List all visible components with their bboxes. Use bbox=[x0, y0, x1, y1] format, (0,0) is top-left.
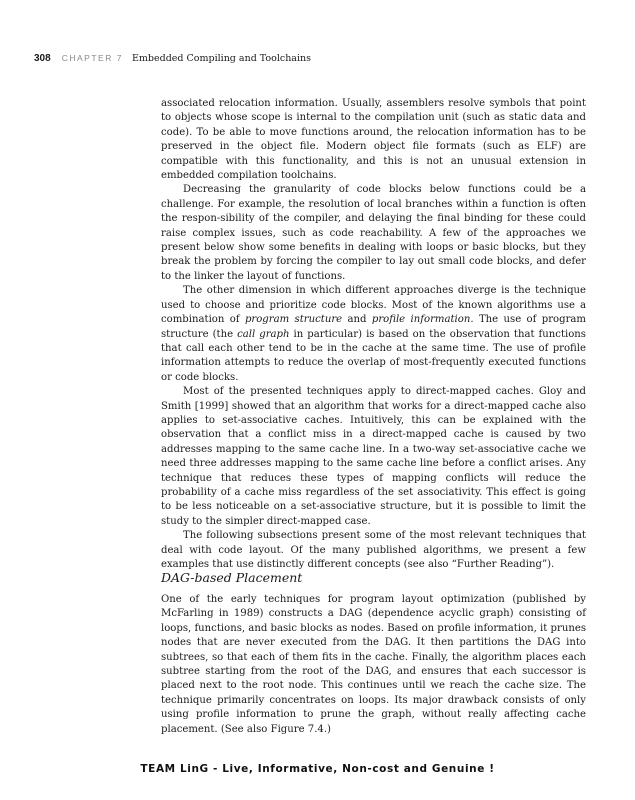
chapter-title: Embedded Compiling and Toolchains bbox=[131, 53, 312, 64]
section-body bbox=[161, 593, 586, 737]
emphasis-program-structure: program structure bbox=[244, 314, 343, 326]
text-run: in particular) is based on the observation that functions that call each other tend to be in the cache at the same time. The use of profile information attempts to reduce the overlap of most-frequently executed functions or code blocks. bbox=[161, 328, 586, 383]
paragraph: associated relocation information. Usually, assemblers resolve symbols that point to objects whose scope is internal to the compilation unit (such as static data and code). To be able to move functions around, the relocation information has to be preserved in the object file. Modern object file formats (such as ELF) are compatible with this functionality, and this is not an unusual extension in embedded compilation toolchains. bbox=[161, 98, 586, 182]
paragraph: Decreasing the granularity of code blocks below functions could be a challenge. For example, the resolution of local branches within a function is often the respon-sibility of the compiler, and delaying the final binding for these could raise complex issues, such as code reachability. A few of the approaches we present below show some benefits in dealing with loops or basic blocks, but they break the problem by forcing the compiler to lay out small code blocks, and defer to the linker the layout of functions. bbox=[161, 184, 586, 282]
emphasis-call-graph: call graph bbox=[237, 328, 290, 340]
running-head bbox=[34, 52, 594, 65]
text-run: The other dimension in which different approaches diverge is the technique used to choose and prioritize code blocks. Most of the known algorithms use a combination of bbox=[161, 285, 586, 326]
section-heading: DAG-based Placement bbox=[161, 570, 303, 585]
paragraph: The following subsections present some of the most relevant techniques that deal with code layout. Of the many published algorithms, we present a few examples that use distinctly different concepts (see also “Further Reading”). bbox=[161, 530, 586, 570]
paragraph: One of the early techniques for program layout optimization (published by McFarling in 1989) constructs a DAG (dependence acyclic graph) consisting of loops, functions, and basic blocks as nodes. Based on profile information, it prunes nodes that are never executed from the DAG. It then partitions the DAG into subtrees, so that each of them fits in the cache. Finally, the algorithm places each subtree starting from the root of the DAG, and ensures that each successor is placed next to the root node. This continues until we reach the cache size. The technique primarily concentrates on loops. Its major drawback consists of only using profile information to prune the graph, without really affecting cache placement. (See also Figure 7.4.) bbox=[161, 594, 586, 735]
page-number: 308 bbox=[34, 53, 51, 64]
text-run: and bbox=[342, 314, 372, 326]
footer-banner: TEAM LinG - Live, Informative, Non-cost and Genuine ! bbox=[140, 763, 495, 775]
paragraph: Most of the presented techniques apply to direct-mapped caches. Gloy and Smith [1999] showed that an algorithm that works for a direct-mapped cache also applies to set-associative caches. Intuitively, this can be explained with the observation that a conflict miss in a direct-mapped cache is caused by two addresses mapping to the same cache line. In a two-way set-associative cache we need three addresses mapping to the same cache line before a conflict arises. Any technique that reduces these types of mapping conflicts will reduce the probability of a cache miss regardless of the set associativity. This effect is going to be less noticeable on a set-associative structure, but it is possible to limit the study to the simpler direct-mapped case. bbox=[161, 386, 586, 527]
chapter-label: CHAPTER 7 bbox=[61, 53, 123, 63]
body-text bbox=[161, 97, 586, 572]
emphasis-profile-information: profile information bbox=[371, 314, 471, 326]
text-run: . The use of program structure (the bbox=[161, 314, 586, 340]
paragraph bbox=[161, 284, 586, 385]
